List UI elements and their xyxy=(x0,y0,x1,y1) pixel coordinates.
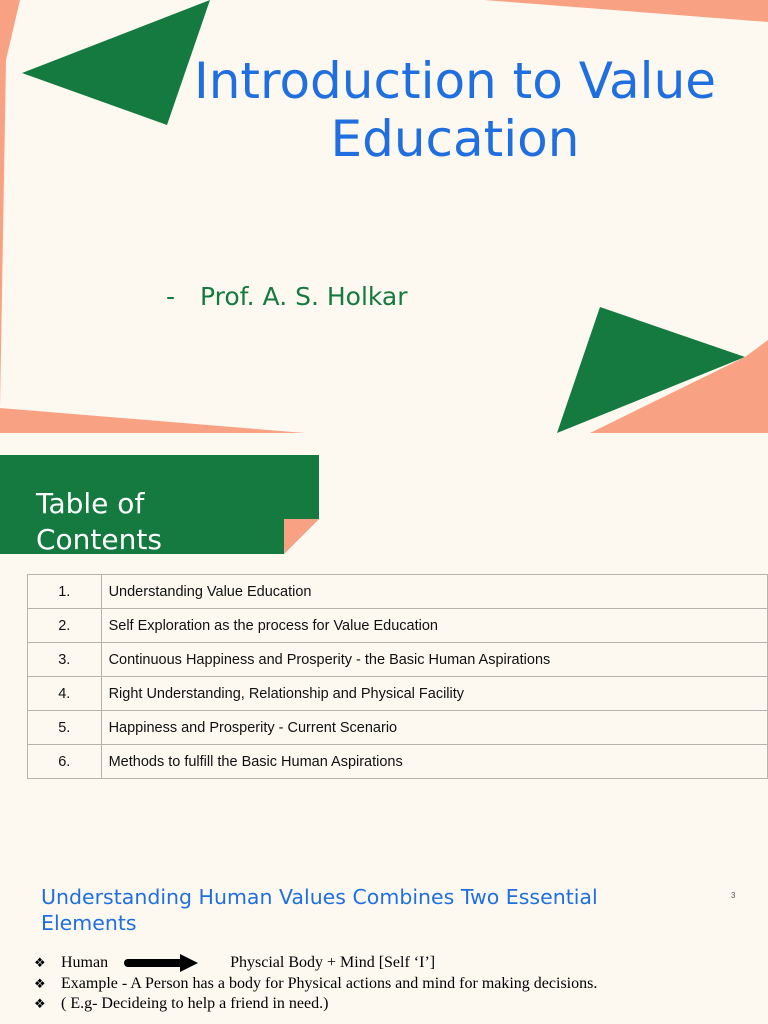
bullet-text: Example - A Person has a body for Physical actions and mind for making decisions. xyxy=(61,974,598,992)
list-item xyxy=(34,953,597,974)
toc-row-title: Understanding Value Education xyxy=(101,575,767,609)
toc-row-title: Happiness and Prosperity - Current Scenario xyxy=(101,711,767,745)
diamond-bullet-icon: ❖ xyxy=(34,956,46,971)
slide-title: Understanding Human Values Combines Two Essential Elements xyxy=(41,885,598,935)
presenter-name xyxy=(166,282,408,311)
right-arrow-icon xyxy=(124,953,198,973)
toc-row-number: 1. xyxy=(28,575,102,609)
bullet-text: ( E.g- Decideing to help a friend in need.) xyxy=(61,995,329,1012)
toc-heading-line1: Table of xyxy=(36,487,145,520)
bullet-lead-text: Human xyxy=(61,954,109,971)
diamond-bullet-icon: ❖ xyxy=(34,997,46,1012)
subtitle-dash: - xyxy=(166,282,176,311)
table-row xyxy=(28,643,768,677)
table-row xyxy=(28,677,768,711)
toc-row-number: 2. xyxy=(28,609,102,643)
list-item xyxy=(34,974,597,995)
table-row xyxy=(28,711,768,745)
table-row xyxy=(28,745,768,779)
toc-row-title: Self Exploration as the process for Value Education xyxy=(101,609,767,643)
title-slide xyxy=(0,0,768,433)
bullet-list xyxy=(34,953,597,1015)
toc-heading-line2: Contents xyxy=(36,523,162,556)
toc-row-number: 6. xyxy=(28,745,102,779)
toc-row-title: Continuous Happiness and Prosperity - the Basic Human Aspirations xyxy=(101,643,767,677)
table-row xyxy=(28,609,768,643)
toc-row-title: Right Understanding, Relationship and Physical Facility xyxy=(101,677,767,711)
table-row xyxy=(28,575,768,609)
toc-table xyxy=(27,574,768,779)
toc-row-number: 3. xyxy=(28,643,102,677)
bullet-rest-text: Physcial Body + Mind [Self ‘I’] xyxy=(230,954,436,971)
diamond-bullet-icon: ❖ xyxy=(34,976,46,992)
list-item xyxy=(34,994,597,1015)
toc-row-number: 4. xyxy=(28,677,102,711)
toc-heading xyxy=(36,486,296,558)
toc-row-title: Methods to fulfill the Basic Human Aspirations xyxy=(101,745,767,779)
toc-row-number: 5. xyxy=(28,711,102,745)
presentation-title: Introduction to Value Education xyxy=(193,52,717,168)
page-number: 3 xyxy=(731,891,736,900)
presenter-name-text: Prof. A. S. Holkar xyxy=(200,282,408,311)
